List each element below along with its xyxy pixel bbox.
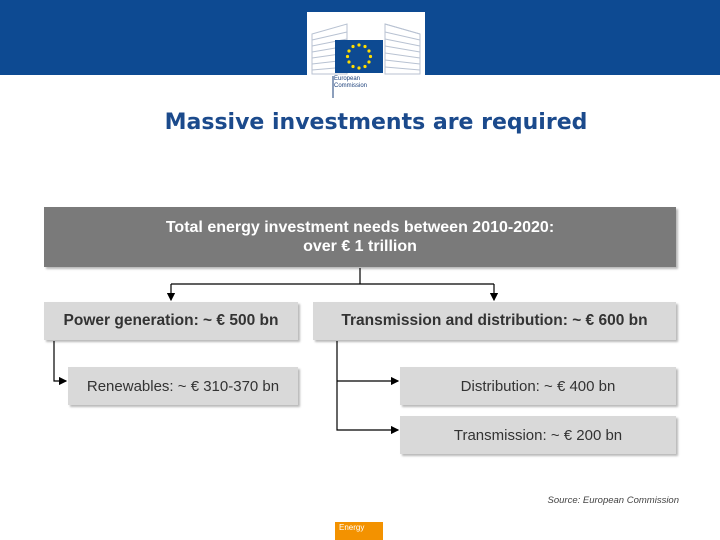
transmission-distribution-label: Transmission and distribution: ~ € 600 bn [341, 312, 648, 329]
connector-to-renewables [54, 341, 66, 381]
transmission-box [400, 416, 676, 454]
transmission-distribution-box [313, 302, 676, 340]
connector-to-transmission-child [337, 341, 398, 430]
source-note: Source: European Commission [547, 495, 679, 506]
logo-line-1: European [334, 76, 361, 82]
transmission-label: Transmission: ~ € 200 bn [453, 426, 623, 444]
distribution-label: Distribution: ~ € 400 bn [460, 377, 616, 395]
root-box [44, 207, 676, 267]
distribution-box [400, 367, 676, 405]
renewables-box [68, 367, 298, 405]
footer-section-tab: Energy [335, 522, 383, 540]
root-line-2: over € 1 trillion [303, 238, 417, 255]
renewables-label: Renewables: ~ € 310-370 bn [86, 377, 280, 395]
slide-title: Massive investments are required [164, 110, 588, 135]
logo-line-2: Commission [334, 83, 368, 89]
power-generation-label: Power generation: ~ € 500 bn [63, 312, 279, 329]
root-line-1: Total energy investment needs between 2010-2020: [165, 219, 555, 236]
power-generation-box [44, 302, 298, 340]
